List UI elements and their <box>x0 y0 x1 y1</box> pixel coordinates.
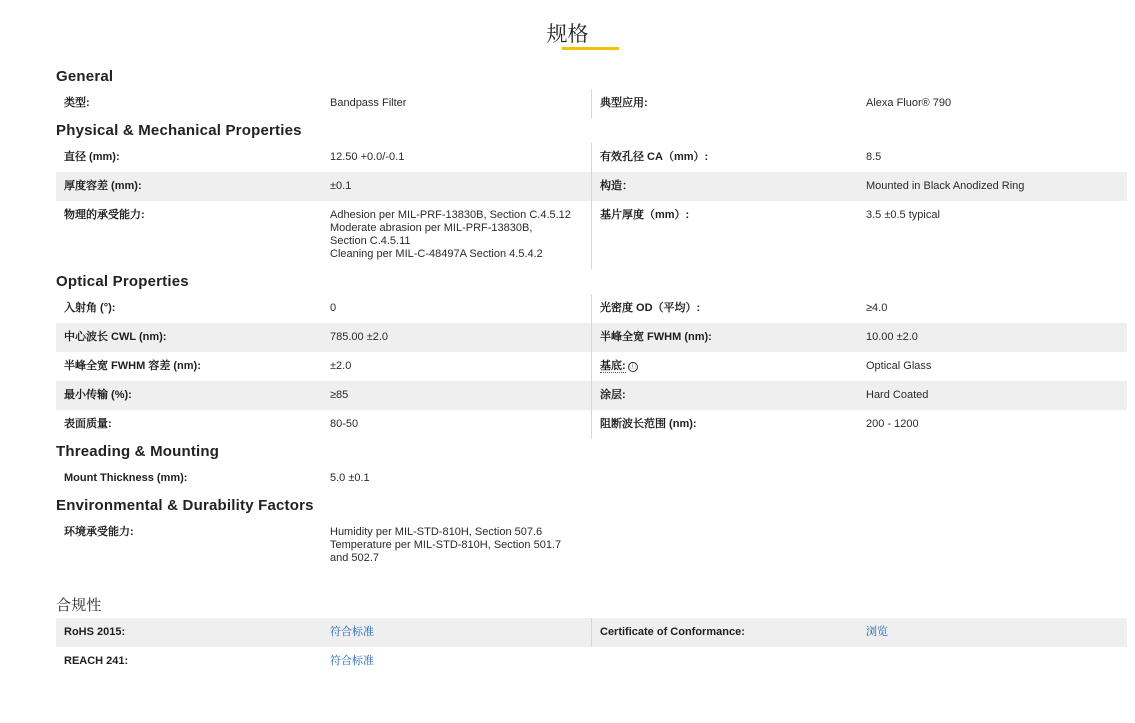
spec-value <box>858 352 1127 381</box>
spec-row <box>56 410 1127 439</box>
spec-value-line: 5.0 ±0.1 <box>330 472 370 484</box>
title-underline <box>562 47 619 50</box>
spec-value-line: Hard Coated <box>866 389 929 401</box>
spec-value <box>322 352 591 381</box>
spec-label: 最小传输 (%): <box>64 389 132 401</box>
spec-row-right <box>591 201 1127 269</box>
spec-row-right <box>591 410 1127 439</box>
spec-value-line: 10.00 ±2.0 <box>866 331 918 343</box>
spec-value-line: Humidity per MIL-STD-810H, Section 507.6 <box>330 526 543 538</box>
spec-value <box>322 201 591 269</box>
compliance-link[interactable]: 符合标准 <box>330 655 374 667</box>
spec-label-text: 阻断波长范围 (nm): <box>600 418 697 430</box>
spec-value <box>322 381 591 410</box>
spec-value-line: 8.5 <box>866 151 882 163</box>
spec-label <box>592 381 858 410</box>
compliance-row-right <box>591 618 1127 647</box>
spec-label: 入射角 (°): <box>64 302 116 314</box>
spec-value-line: 0 <box>330 302 337 314</box>
spec-label-text: 构造： <box>600 180 633 192</box>
spec-value <box>858 323 1127 352</box>
spec-label <box>592 201 858 269</box>
spec-value-line: ≥85 <box>330 389 349 401</box>
spec-row-left <box>56 410 591 439</box>
section-heading: Environmental & Durability Factors <box>56 497 314 514</box>
compliance-link[interactable]: 符合标准 <box>330 626 374 638</box>
section-heading: Threading & Mounting <box>56 443 220 460</box>
spec-row-right <box>591 172 1127 201</box>
page-title: 规格 <box>546 23 589 46</box>
spec-label: 半峰全宽 FWHM 容差 (nm): <box>64 360 201 372</box>
spec-label <box>592 352 858 381</box>
compliance-row <box>56 618 1127 647</box>
spec-label: 厚度容差 (mm): <box>64 180 142 192</box>
spec-row-right <box>591 381 1127 410</box>
spec-label-text: 光密度 OD（平均）: <box>600 302 701 314</box>
spec-value-line: 80-50 <box>330 418 359 430</box>
spec-value-line: Alexa Fluor® 790 <box>866 97 952 109</box>
spec-value <box>858 89 1127 118</box>
spec-row-left <box>56 381 591 410</box>
compliance-value <box>322 618 591 647</box>
spec-value-line: ±0.1 <box>330 180 352 192</box>
spec-value <box>858 172 1127 201</box>
spec-value <box>322 410 591 439</box>
info-icon[interactable]: ⓘ <box>629 363 637 370</box>
section-heading: Physical & Mechanical Properties <box>56 122 302 139</box>
spec-row-left <box>56 294 591 323</box>
spec-row-left <box>56 172 591 201</box>
compliance-label: Certificate of Conformance: <box>600 626 745 638</box>
spec-row-right <box>591 143 1127 172</box>
compliance-value <box>322 647 591 676</box>
spec-label: 类型: <box>64 97 90 109</box>
spec-value <box>858 381 1127 410</box>
spec-label: 直径 (mm): <box>64 151 120 163</box>
spec-value-line: Cleaning per MIL-C-48497A Section 4.5.4.2 <box>330 248 543 260</box>
spec-row-right <box>591 294 1127 323</box>
spec-value-line: 785.00 ±2.0 <box>330 331 389 343</box>
spec-label: 物理的承受能力: <box>64 209 145 221</box>
spec-row-right <box>591 323 1127 352</box>
spec-value <box>858 294 1127 323</box>
spec-value-line: Adhesion per MIL-PRF-13830B, Section C.4.5.12 <box>330 209 571 221</box>
section-heading: Optical Properties <box>56 273 189 290</box>
spec-label-text: 半峰全宽 FWHM (nm): <box>600 331 712 343</box>
spec-row <box>56 294 1127 323</box>
spec-value-line: Temperature per MIL-STD-810H, Section 501.7 and 502.7 <box>330 539 562 564</box>
spec-label: 环境承受能力: <box>64 526 134 538</box>
spec-label-text: 有效孔径 CA（mm）: <box>600 151 709 163</box>
compliance-heading: 合规性 <box>56 597 102 614</box>
spec-value <box>322 294 591 323</box>
spec-label-text: 基底: <box>600 360 626 372</box>
spec-label: 表面质量: <box>64 418 112 430</box>
spec-label <box>592 294 858 323</box>
spec-value-line: Optical Glass <box>866 360 932 372</box>
spec-row-left <box>56 352 591 381</box>
spec-value-line: ±2.0 <box>330 360 352 372</box>
spec-row <box>56 518 1127 573</box>
compliance-row-left <box>56 618 591 647</box>
spec-value <box>858 201 1127 269</box>
compliance-label: REACH 241: <box>64 655 129 667</box>
spec-row <box>56 323 1127 352</box>
compliance-row <box>56 647 1127 676</box>
spec-value <box>322 143 591 172</box>
spec-value-line: 3.5 ±0.5 typical <box>866 209 940 221</box>
spec-label <box>592 172 858 201</box>
spec-label: Mount Thickness (mm): <box>64 472 188 484</box>
spec-label-text: 基片厚度（mm）: <box>600 209 690 221</box>
spec-value-line: Mounted in Black Anodized Ring <box>866 180 1025 192</box>
spec-row-left <box>56 89 591 118</box>
spec-row <box>56 201 1127 269</box>
spec-value-line: ≥4.0 <box>866 302 888 314</box>
certificate-view-link[interactable]: 浏览 <box>866 626 888 638</box>
spec-label <box>592 89 858 118</box>
spec-label <box>592 143 858 172</box>
spec-row-left <box>56 518 591 573</box>
compliance-row-left <box>56 647 591 676</box>
spec-label-text: 典型应用: <box>600 97 648 109</box>
spec-value-line: Moderate abrasion per MIL-PRF-13830B, Section C.4.5.11 <box>330 222 533 247</box>
spec-value <box>322 518 591 573</box>
spec-row <box>56 352 1127 381</box>
spec-value <box>322 323 591 352</box>
spec-row <box>56 464 1127 493</box>
spec-row-left <box>56 464 591 493</box>
spec-row <box>56 143 1127 172</box>
spec-value <box>858 143 1127 172</box>
spec-value <box>322 464 591 493</box>
spec-value <box>858 410 1127 439</box>
spec-row <box>56 89 1127 118</box>
spec-row-right <box>591 352 1127 381</box>
spec-value <box>322 89 591 118</box>
spec-row-left <box>56 143 591 172</box>
spec-value-line: 200 - 1200 <box>866 418 919 430</box>
spec-row-left <box>56 323 591 352</box>
compliance-value <box>858 618 1127 647</box>
spec-label <box>592 323 858 352</box>
spec-label <box>592 410 858 439</box>
spec-value-line: 12.50 +0.0/-0.1 <box>330 151 405 163</box>
spec-value-line: Bandpass Filter <box>330 97 407 109</box>
spec-value <box>322 172 591 201</box>
spec-label: 中心波长 CWL (nm): <box>64 331 167 343</box>
spacer <box>56 573 1127 593</box>
spec-row <box>56 172 1127 201</box>
compliance-label: RoHS 2015: <box>64 626 126 638</box>
spec-label-text: 涂层: <box>600 389 626 401</box>
spec-row-left <box>56 201 591 269</box>
spec-row-right <box>591 89 1127 118</box>
section-heading: General <box>56 68 114 85</box>
spec-row <box>56 381 1127 410</box>
spec-content <box>56 64 1127 676</box>
